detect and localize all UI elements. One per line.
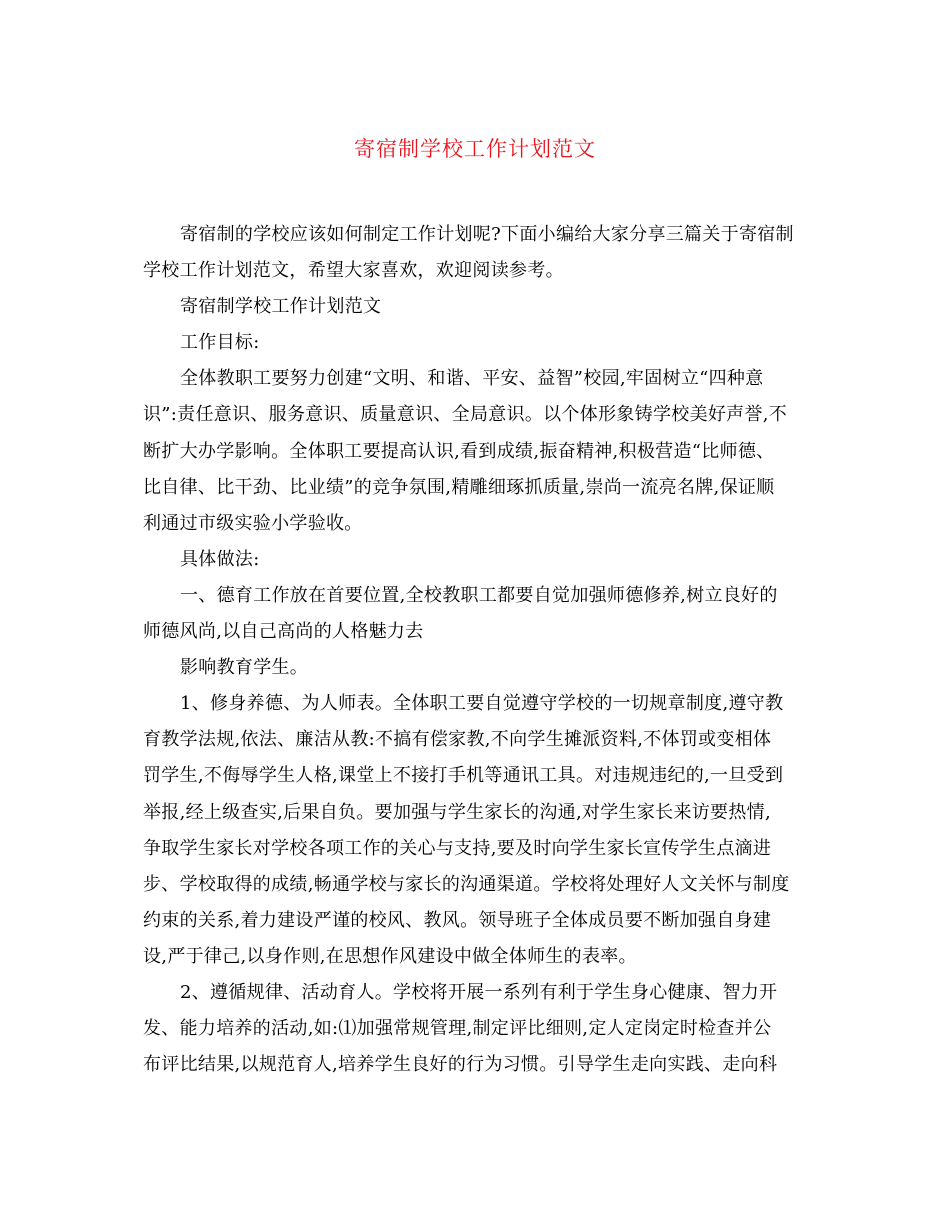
paragraph-line: 设,严于律己,以身作则,在思想作风建设中做全体师生的表率。 (143, 945, 637, 967)
paragraph-line: 罚学生,不侮辱学生人格,课堂上不接打手机等通讯工具。对违规违纪的,一旦受到 (143, 765, 784, 787)
paragraph-line: 寄宿制的学校应该如何制定工作计划呢?下面小编给大家分享三篇关于寄宿制 (180, 224, 794, 245)
paragraph-line: 断扩大办学影响。全体职工要提高认识,看到成绩,振奋精神,积极营造“比师德、 (143, 440, 775, 462)
paragraph-line: 师德风尚,以自己高尚的人格魅力去 (143, 621, 424, 643)
paragraph-line: 工作目标: (180, 332, 260, 354)
document-title: 寄宿制学校工作计划范文 (354, 137, 596, 161)
document-body (143, 217, 813, 1083)
paragraph-line: 发、能力培养的活动,如:⑴加强常规管理,制定评比细则,定人定岗定时检查并公 (143, 1018, 772, 1040)
paragraph-line: 影响教育学生。 (180, 657, 309, 679)
paragraph-line: 全体教职工要努力创建“文明、和谐、平安、益智”校园,牢固树立“四种意 (180, 368, 764, 390)
paragraph-line: 利通过市级实验小学验收。 (143, 512, 363, 534)
paragraph-line: 举报,经上级查实,后果自负。要加强与学生家长的沟通,对学生家长来访要热情, (143, 801, 771, 823)
paragraph-line: 育教学法规,依法、廉洁从教:不搞有偿家教,不向学生摊派资料,不体罚或变相体 (143, 729, 772, 751)
paragraph-line: 寄宿制学校工作计划范文 (180, 296, 382, 318)
paragraph-line: 识”:责任意识、服务意识、质量意识、全局意识。以个体形象铸学校美好声誉,不 (143, 404, 788, 426)
paragraph-line: 2、遵循规律、活动育人。学校将开展一系列有利于学生身心健康、智力开 (180, 981, 778, 1003)
paragraph-line: 1、修身养德、为人师表。全体职工要自觉遵守学校的一切规章制度,遵守教 (180, 693, 784, 715)
paragraph-line: 布评比结果,以规范育人,培养学生良好的行为习惯。引导学生走向实践、走向科 (143, 1054, 778, 1076)
paragraph-line: 一、德育工作放在首要位置,全校教职工都要自觉加强师德修养,树立良好的 (180, 584, 778, 606)
paragraph-line: 争取学生家长对学校各项工作的关心与支持,要及时向学生家长宣传学生点滴进 (143, 837, 772, 859)
paragraph-line: 步、学校取得的成绩,畅通学校与家长的沟通渠道。学校将处理好人文关怀与制度 (143, 873, 790, 895)
paragraph-line: 约束的关系,着力建设严谨的校风、教风。领导班子全体成员要不断加强自身建 (143, 909, 772, 931)
paragraph-line: 比自律、比干劲、比业绩”的竞争氛围,精雕细琢抓质量,崇尚一流亮名牌,保证顺 (143, 476, 775, 498)
paragraph-line: 学校工作计划范文，希望大家喜欢，欢迎阅读参考。 (143, 260, 564, 282)
paragraph-line: 具体做法: (180, 548, 260, 570)
